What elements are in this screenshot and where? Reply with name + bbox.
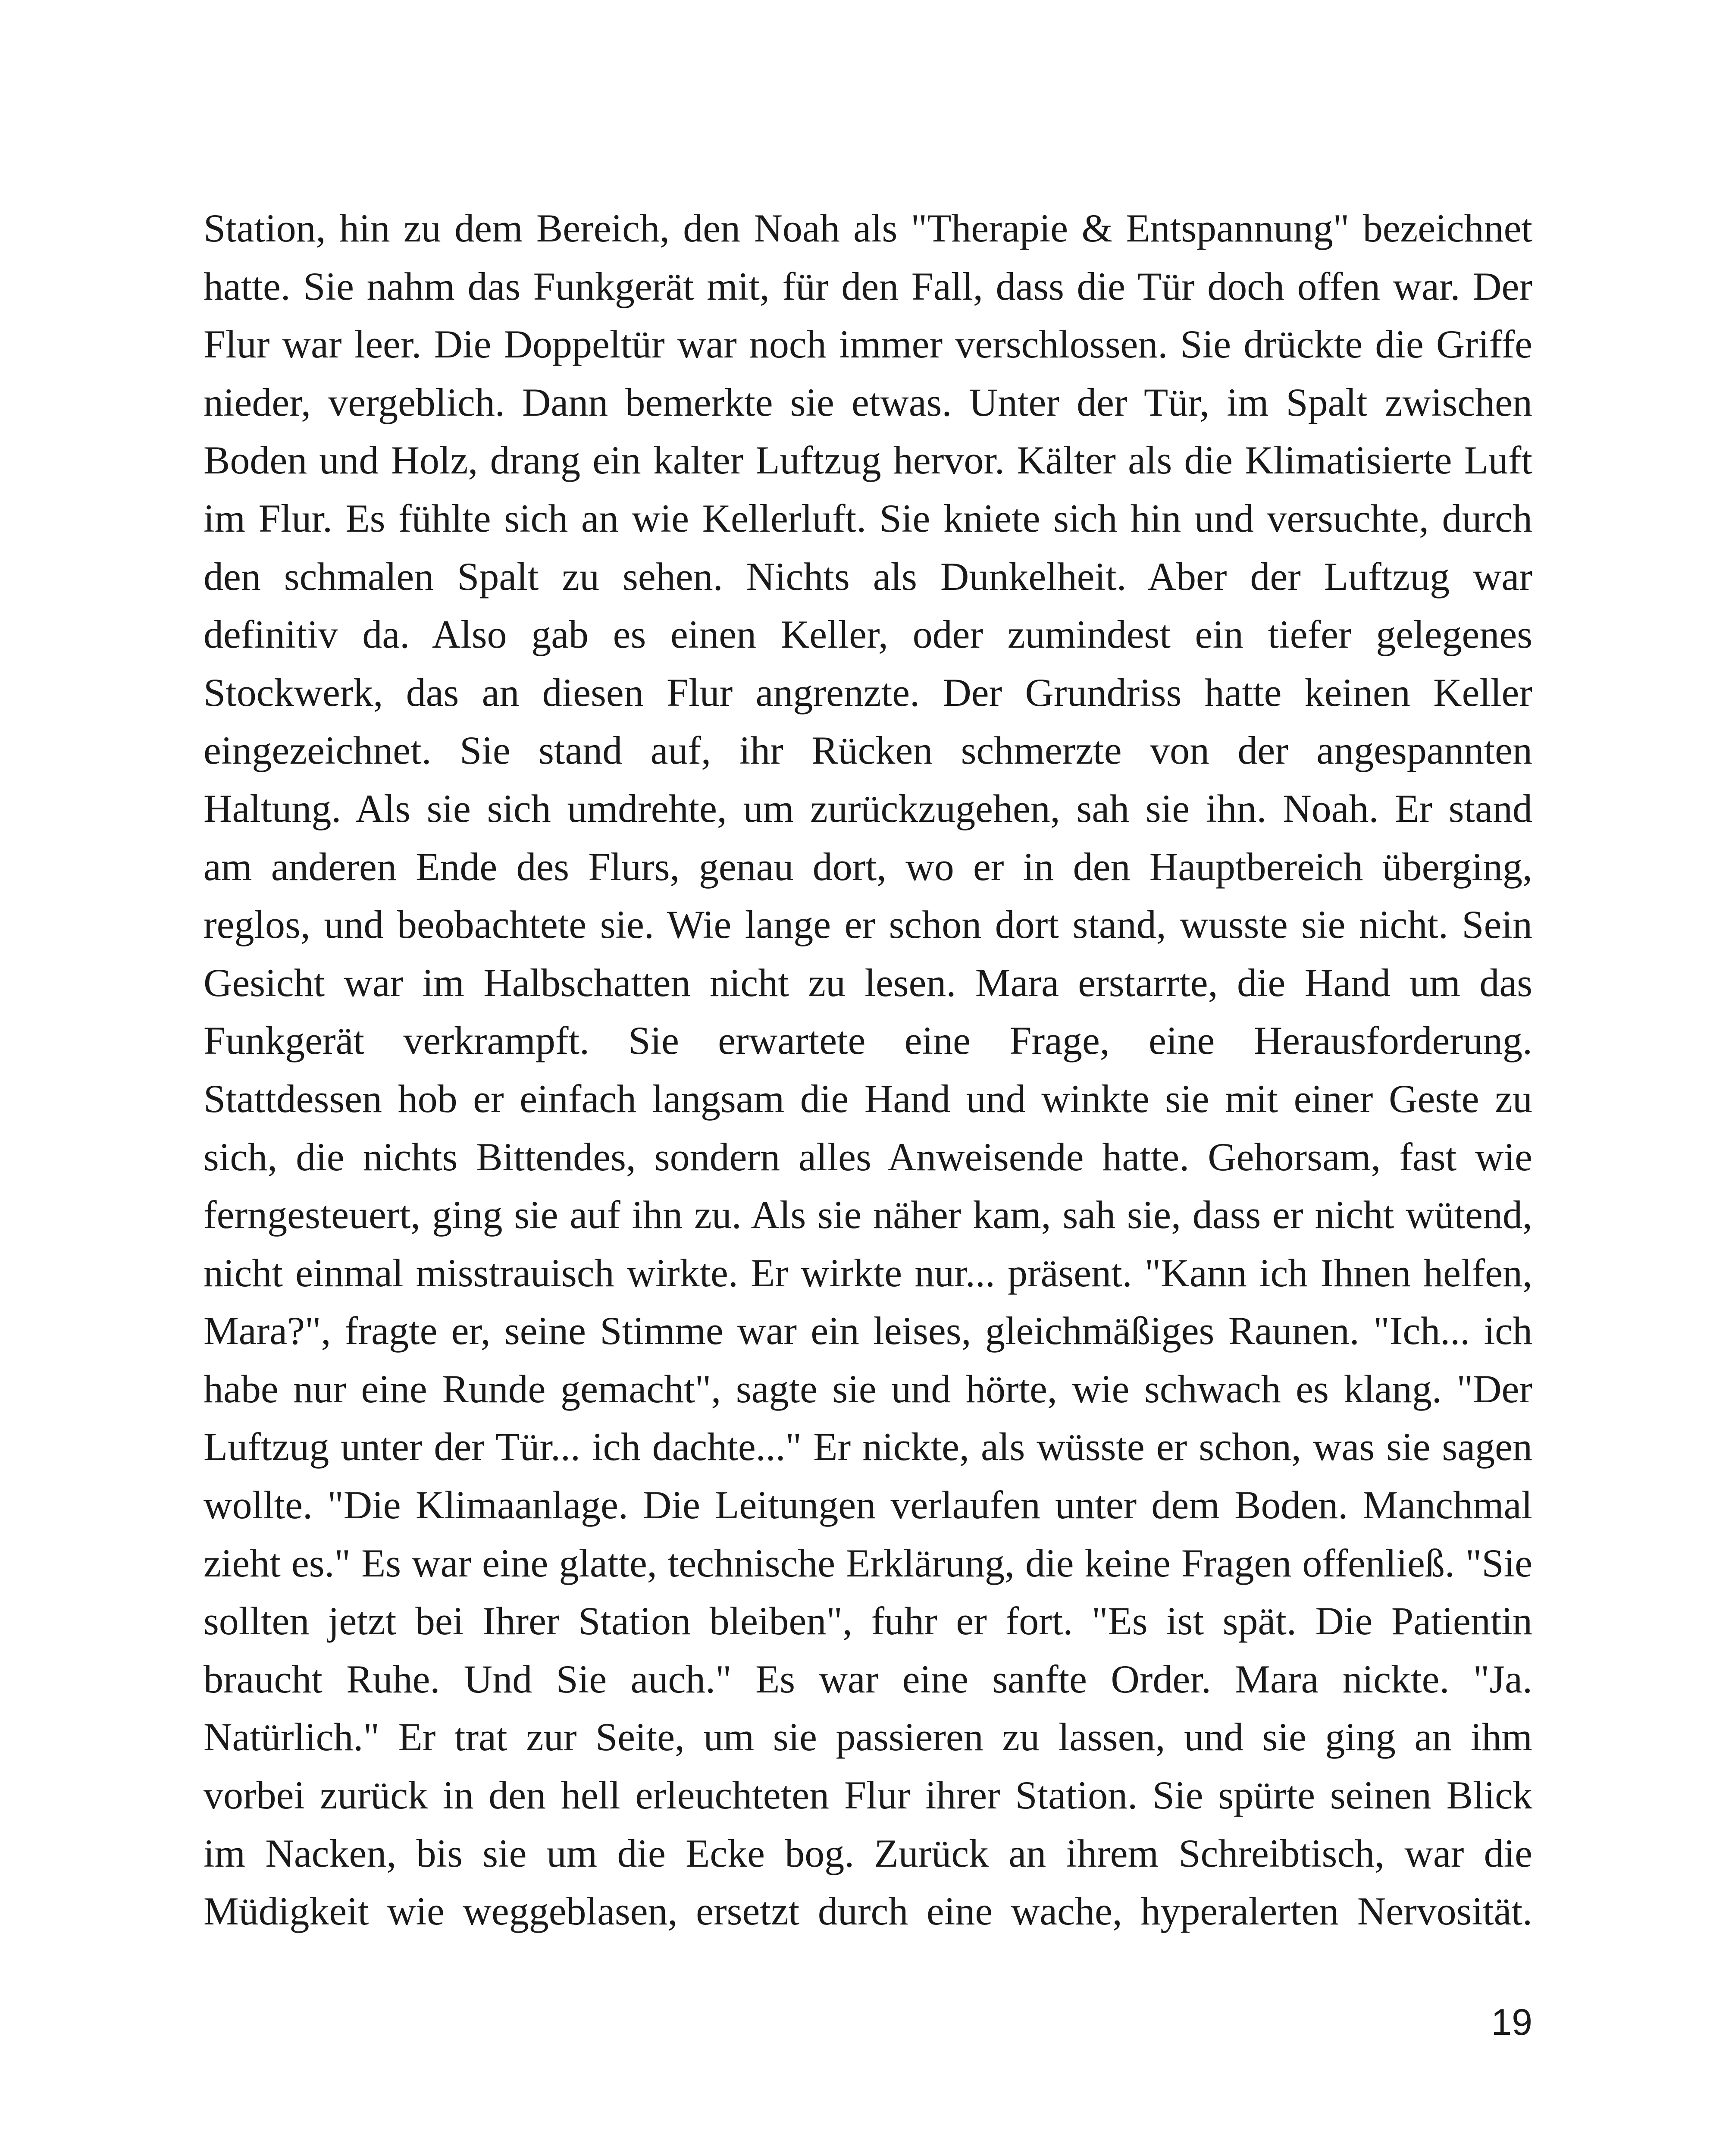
text-line: Gesicht war im Halbschatten nicht zu lesen. Mara erstarrte, die Hand um das — [204, 960, 1532, 1005]
text-line: ferngesteuert, ging sie auf ihn zu. Als sie näher kam, sah sie, dass er nicht wütend, — [204, 1193, 1532, 1237]
page-number: 19 — [1491, 2002, 1532, 2043]
text-line: definitiv da. Also gab es einen Keller, oder zumindest ein tiefer gelegenes — [204, 612, 1532, 657]
text-line: Flur war leer. Die Doppeltür war noch immer verschlossen. Sie drückte die Griffe — [204, 322, 1532, 367]
text-line: vorbei zurück in den hell erleuchteten Flur ihrer Station. Sie spürte seinen Blick — [204, 1773, 1532, 1818]
text-line: nieder, vergeblich. Dann bemerkte sie etwas. Unter der Tür, im Spalt zwischen — [204, 380, 1532, 424]
text-line: Stockwerk, das an diesen Flur angrenzte. Der Grundriss hatte keinen Keller — [204, 670, 1532, 714]
text-line: Boden und Holz, drang ein kalter Luftzug hervor. Kälter als die Klimatisierte Luft — [204, 438, 1532, 483]
text-line: Stattdessen hob er einfach langsam die Hand und winkte sie mit einer Geste zu — [204, 1076, 1532, 1121]
text-line: Station, hin zu dem Bereich, den Noah als "Therapie & Entspannung" bezeichnet — [204, 206, 1532, 250]
text-line: habe nur eine Runde gemacht", sagte sie und hörte, wie schwach es klang. "Der — [204, 1366, 1532, 1411]
body-text — [204, 199, 1532, 1940]
text-line: Haltung. Als sie sich umdrehte, um zurückzugehen, sah sie ihn. Noah. Er stand — [204, 786, 1532, 830]
text-line: am anderen Ende des Flurs, genau dort, wo er in den Hauptbereich überging, — [204, 844, 1532, 889]
text-line: im Nacken, bis sie um die Ecke bog. Zurück an ihrem Schreibtisch, war die — [204, 1831, 1532, 1875]
text-line: Luftzug unter der Tür... ich dachte..." Er nickte, als wüsste er schon, was sie sagen — [204, 1425, 1532, 1469]
text-line: den schmalen Spalt zu sehen. Nichts als Dunkelheit. Aber der Luftzug war — [204, 554, 1532, 599]
text-line: zieht es." Es war eine glatte, technische Erklärung, die keine Fragen offenließ. "Sie — [204, 1541, 1532, 1585]
text-line: nicht einmal misstrauisch wirkte. Er wirkte nur... präsent. "Kann ich Ihnen helfen, — [204, 1250, 1532, 1295]
text-line: sich, die nichts Bittendes, sondern alles Anweisende hatte. Gehorsam, fast wie — [204, 1134, 1532, 1179]
text-line: reglos, und beobachtete sie. Wie lange er schon dort stand, wusste sie nicht. Sein — [204, 903, 1532, 947]
text-line: eingezeichnet. Sie stand auf, ihr Rücken schmerzte von der angespannten — [204, 728, 1532, 773]
text-line: Natürlich." Er trat zur Seite, um sie passieren zu lassen, und sie ging an ihm — [204, 1715, 1532, 1759]
text-line: im Flur. Es fühlte sich an wie Kellerluft. Sie kniete sich hin und versuchte, durch — [204, 496, 1532, 540]
text-line: Funkgerät verkrampft. Sie erwartete eine Frage, eine Herausforderung. — [204, 1018, 1532, 1063]
text-line: sollten jetzt bei Ihrer Station bleiben", fuhr er fort. "Es ist spät. Die Patientin — [204, 1599, 1532, 1643]
text-line: braucht Ruhe. Und Sie auch." Es war eine sanfte Order. Mara nickte. "Ja. — [204, 1657, 1532, 1701]
text-line: Müdigkeit wie weggeblasen, ersetzt durch eine wache, hyperalerten Nervosität. — [204, 1889, 1532, 1934]
text-line: Mara?", fragte er, seine Stimme war ein leises, gleichmäßiges Raunen. "Ich... ich — [204, 1309, 1532, 1353]
text-line: wollte. "Die Klimaanlage. Die Leitungen verlaufen unter dem Boden. Manchmal — [204, 1483, 1532, 1527]
text-line: hatte. Sie nahm das Funkgerät mit, für den Fall, dass die Tür doch offen war. Der — [204, 264, 1532, 308]
